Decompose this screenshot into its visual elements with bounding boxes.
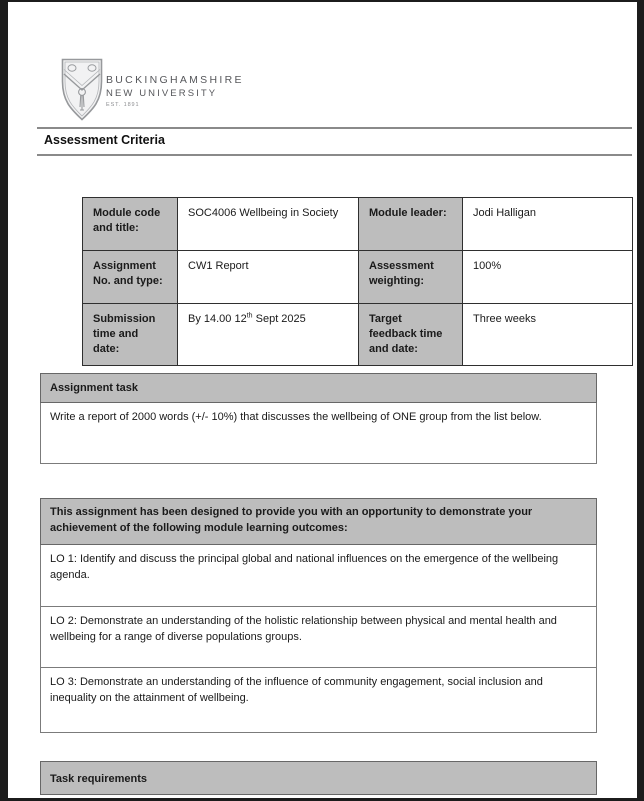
submission-date-value <box>178 304 359 366</box>
module-code-label: Module code and title: <box>83 198 178 251</box>
submission-date-text-after: Sept 2025 <box>252 313 306 325</box>
module-leader-label: Module leader: <box>359 198 463 251</box>
learning-outcome-item: LO 3: Demonstrate an understanding of the influence of community engagement, social inclusion and inequality on the attainment of wellbeing. <box>40 668 597 733</box>
assignment-type-value: CW1 Report <box>178 251 359 304</box>
logo-university-name-line1: BUCKINGHAMSHIRE <box>106 74 244 86</box>
logo-university-name-line2: NEW UNIVERSITY <box>106 88 218 99</box>
learning-outcome-item: LO 1: Identify and discuss the principal global and national influences on the emergence of the wellbeing agenda. <box>40 545 597 607</box>
module-leader-value: Jodi Halligan <box>463 198 633 251</box>
assignment-task-header: Assignment task <box>40 373 597 403</box>
document-page <box>8 2 637 798</box>
target-feedback-value: Three weeks <box>463 304 633 366</box>
heading-rule-bottom <box>37 154 632 156</box>
submission-date-text: By 14.00 12 <box>188 313 247 325</box>
table-row <box>83 198 633 251</box>
learning-outcome-item: LO 2: Demonstrate an understanding of the holistic relationship between physical and mental health and wellbeing for a range of diverse populations groups. <box>40 607 597 668</box>
submission-date-ordinal: th <box>246 312 253 320</box>
module-code-value: SOC4006 Wellbeing in Society <box>178 198 359 251</box>
assessment-weighting-label: Assessment weighting: <box>359 251 463 304</box>
submission-date-label: Submission time and date: <box>83 304 178 366</box>
assessment-weighting-value: 100% <box>463 251 633 304</box>
assignment-task-body: Write a report of 2000 words (+/- 10%) that discusses the wellbeing of ONE group from the list below. <box>40 403 597 464</box>
task-requirements-header: Task requirements <box>40 761 597 795</box>
target-feedback-label: Target feedback time and date: <box>359 304 463 366</box>
assignment-type-label: Assignment No. and type: <box>83 251 178 304</box>
university-shield-crest-icon <box>60 57 104 123</box>
table-row <box>83 304 633 366</box>
page-title: Assessment Criteria <box>44 133 165 147</box>
module-info-table <box>82 197 633 366</box>
table-row <box>83 251 633 304</box>
logo-established-text: EST. 1891 <box>106 102 140 108</box>
learning-outcomes-header: This assignment has been designed to provide you with an opportunity to demonstrate your achievement of the following module learning outcomes: <box>40 498 597 545</box>
heading-rule-top <box>37 127 632 129</box>
